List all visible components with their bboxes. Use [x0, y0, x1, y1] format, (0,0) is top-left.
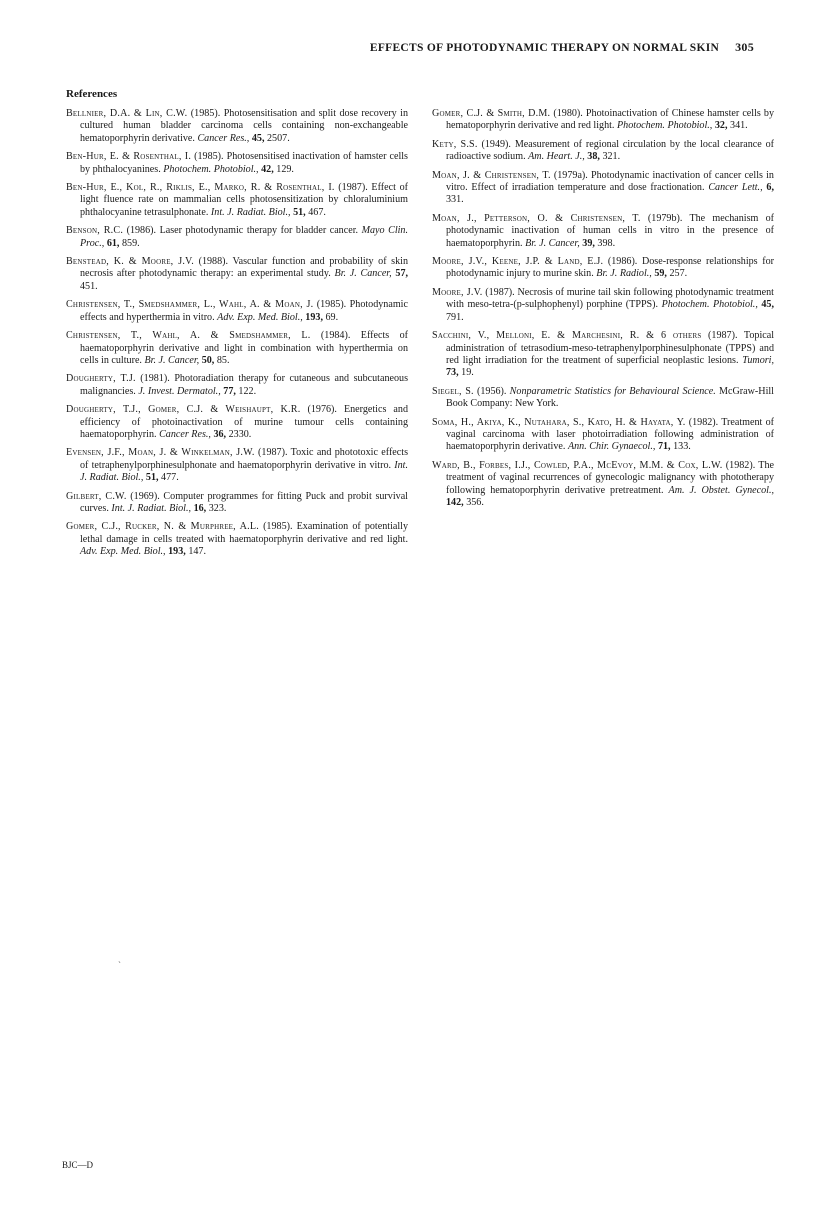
- reference-volume: 61,: [106, 237, 120, 249]
- reference-authors: Moore, J.V., Keene, J.P. & Land, E.J.: [432, 256, 604, 268]
- reference-authors: Gomer, C.J. & Smith, D.M.: [432, 108, 551, 119]
- reference-authors: Moan, J. & Christensen, T.: [432, 169, 551, 181]
- reference-authors: Bellnier, D.A. & Lin, C.W.: [66, 108, 188, 119]
- running-title: EFFECTS OF PHOTODYNAMIC THERAPY ON NORMAL SKIN: [369, 42, 720, 54]
- reference-volume: 42,: [261, 163, 274, 175]
- reference-journal: Am. Heart. J.,: [528, 151, 585, 163]
- reference-journal: Cancer Res.,: [159, 428, 211, 440]
- reference-journal: J. Invest. Dermatol.,: [138, 385, 221, 397]
- reference-pages: 147.: [188, 546, 206, 558]
- reference-pages: 398.: [597, 237, 616, 249]
- reference-journal: Photochem. Photobiol.,: [617, 120, 713, 132]
- reference-title: Effect of light fluence rate on mammalian cells photosensitization by chloraluminium phthalocyanine tetrasulphonate.: [80, 182, 408, 218]
- reference-volume: 45,: [251, 132, 265, 144]
- reference-authors: Dougherty, T.J., Gomer, C.J. & Weishaupt, K.R.: [66, 404, 301, 416]
- reference-year: (1949).: [481, 138, 511, 150]
- reference-authors: Gilbert, C.W.: [66, 490, 127, 502]
- reference-pages: 2330.: [228, 428, 252, 440]
- reference-volume: 36,: [213, 428, 227, 440]
- reference-authors: Ward, B., Forbes, I.J., Cowled, P.A., McEvoy, M.M. & Cox, L.W.: [432, 459, 723, 471]
- reference-year: (1985).: [194, 151, 224, 163]
- reference-journal: Adv. Exp. Med. Biol.,: [217, 311, 303, 323]
- stray-mark: `: [118, 960, 121, 970]
- reference-entry: [66, 373, 408, 398]
- reference-title: Photodynamic inactivation of cancer cells in vitro. Effect of irradiation temperature and dose fractionation.: [446, 169, 774, 194]
- reference-journal: Br. J. Cancer,: [334, 268, 392, 280]
- reference-authors: Ben-Hur, E. & Rosenthal, I.: [66, 151, 192, 163]
- reference-journal: Adv. Exp. Med. Biol.,: [80, 546, 166, 558]
- reference-journal: Br. J. Radiol.,: [596, 268, 652, 280]
- reference-year: (1979a).: [553, 169, 588, 181]
- reference-year: (1981).: [140, 373, 170, 385]
- reference-pages: 323.: [208, 502, 227, 514]
- reference-journal: Am. J. Obstet. Gynecol.,: [668, 484, 774, 496]
- reference-title: Photosensitisation and split dose recovery in cultured human bladder carcinoma cells containing non-exchangeable hematoporphyrin derivative.: [80, 108, 409, 144]
- reference-journal: Cancer Res.,: [197, 132, 250, 144]
- running-header: [370, 40, 754, 55]
- reference-authors: Christensen, T., Wahl, A. & Smedshammer, L.: [66, 330, 311, 342]
- reference-authors: Moan, J., Petterson, O. & Christensen, T.: [432, 212, 641, 224]
- reference-authors: Benson, R.C.: [66, 225, 124, 237]
- reference-entry: [66, 256, 408, 293]
- reference-entry: [432, 108, 774, 133]
- reference-volume: 50,: [201, 354, 215, 366]
- reference-pages: 321.: [602, 151, 621, 163]
- reference-journal: Mayo Clin. Proc.,: [80, 225, 409, 249]
- reference-title: Vascular function and probability of skin necrosis after photodynamic therapy: an experimental study.: [80, 256, 409, 280]
- reference-entry: [66, 151, 408, 176]
- reference-entry: [66, 521, 408, 558]
- reference-entry: [432, 139, 774, 164]
- reference-year: (1969).: [130, 490, 160, 502]
- reference-entry: [66, 330, 408, 367]
- reference-title: Treatment of vaginal carcinoma with laser photoirradiation following administration of haematoporphyrin derivative.: [446, 416, 774, 453]
- reference-year: (1982).: [688, 416, 719, 428]
- reference-authors: Soma, H., Akiya, K., Nutahara, S., Kato, H. & Hayata, Y.: [432, 416, 686, 428]
- reference-entry: [432, 213, 774, 250]
- reference-entry: [66, 491, 408, 516]
- reference-volume: 193,: [168, 546, 186, 558]
- reference-volume: 73,: [446, 367, 459, 379]
- reference-volume: 38,: [587, 151, 600, 163]
- reference-volume: 59,: [654, 268, 667, 280]
- reference-pages: 257.: [669, 268, 688, 280]
- reference-title: Energetics and efficiency of photoinactivation of murine tumour cells containing haematoporphyrin.: [80, 404, 408, 440]
- reference-pages: 791.: [446, 311, 464, 323]
- reference-authors: Kety, S.S.: [432, 138, 478, 150]
- reference-title: The mechanism of photodynamic inactivation of human cells in vitro in the presence of haematoporphyrin.: [446, 212, 775, 249]
- reference-pages: 2507.: [267, 132, 290, 144]
- reference-journal: Photochem. Photobiol.,: [163, 163, 259, 175]
- reference-entry: [432, 287, 774, 324]
- reference-title: Necrosis of murine tail skin following photodynamic treatment with meso-tetra-(p-sulphophenyl) porphine (TPPS).: [446, 286, 774, 311]
- reference-journal: Photochem. Photobiol.,: [661, 299, 758, 311]
- reference-volume: 39,: [582, 237, 595, 249]
- reference-year: (1985).: [316, 299, 347, 311]
- reference-year: (1976).: [307, 404, 337, 416]
- reference-year: (1980).: [553, 108, 583, 119]
- reference-year: (1987).: [258, 447, 288, 459]
- reference-entry: [432, 386, 774, 411]
- reference-title: Photoinactivation of Chinese hamster cells by hematoporphyrin derivative and red light.: [446, 108, 775, 132]
- reference-title: Photosensitised inactivation of hamster cells by phthalocyanines.: [80, 151, 408, 175]
- reference-authors: Siegel, S.: [432, 385, 474, 397]
- reference-title: The treatment of vaginal recurrences of gynecologic malignancy with phototherapy following hematoporphyrin derivative pretreatment.: [446, 459, 774, 496]
- reference-entry: [432, 256, 774, 281]
- reference-entry: [66, 182, 408, 219]
- reference-year: (1985).: [190, 108, 221, 119]
- reference-journal: Nonparametric Statistics for Behavioural Science.: [509, 385, 716, 397]
- reference-year: (1956).: [476, 385, 507, 397]
- reference-journal: Cancer Lett.,: [708, 182, 763, 194]
- reference-entry: [66, 404, 408, 441]
- reference-pages: 341.: [730, 120, 748, 132]
- reference-year: (1984).: [320, 330, 351, 342]
- references-left-column: [66, 108, 408, 565]
- reference-authors: Dougherty, T.J.: [66, 373, 136, 385]
- reference-journal: Ann. Chir. Gynaecol.,: [567, 441, 656, 453]
- reference-pages: 122.: [238, 385, 257, 397]
- reference-authors: Moore, J.V.: [432, 286, 483, 298]
- reference-entry: [66, 225, 408, 250]
- reference-pages: 451.: [80, 280, 98, 292]
- reference-volume: 71,: [657, 441, 671, 453]
- reference-pages: 331.: [446, 194, 464, 206]
- reference-volume: 142,: [446, 496, 464, 508]
- reference-volume: 77,: [223, 385, 236, 397]
- references-right-column: [432, 108, 774, 515]
- reference-year: (1979b).: [647, 212, 683, 224]
- reference-title: Toxic and phototoxic effects of tetraphenylporphinesulphonate and haematoporphyrin derivative in vitro.: [80, 447, 408, 471]
- reference-authors: Gomer, C.J., Rucker, N. & Murphree, A.L.: [66, 521, 259, 533]
- reference-year: (1987).: [485, 286, 515, 298]
- reference-journal: Int. J. Radiat. Biol.,: [111, 502, 192, 514]
- reference-title: Effects of haematoporphyrin derivative and light in combination with hyperthermia on cells in culture.: [80, 330, 408, 366]
- reference-volume: 57,: [395, 268, 409, 280]
- reference-volume: 45,: [761, 299, 774, 311]
- reference-pages: 467.: [308, 206, 326, 218]
- reference-authors: Evensen, J.F., Moan, J. & Winkelman, J.W.: [66, 447, 255, 459]
- reference-pages: 356.: [466, 496, 484, 508]
- reference-pages: 477.: [161, 472, 179, 484]
- reference-title: Topical administration of tetrasodium-meso-tetraphenylporphinesulphonate (TPPS) and red light irradiation for the treatment of superficial neoplastic lesions.: [446, 330, 775, 366]
- reference-authors: Ben-Hur, E., Kol, R., Riklis, E., Marko, R. & Rosenthal, I.: [66, 182, 335, 194]
- reference-title: Laser photodynamic therapy for bladder cancer.: [159, 225, 359, 237]
- reference-title: Photoradiation therapy for cutaneous and subcutaneous malignancies.: [80, 373, 409, 397]
- reference-volume: 51,: [145, 472, 159, 484]
- reference-volume: 32,: [714, 120, 728, 132]
- reference-entry: [432, 170, 774, 207]
- reference-title: Dose-response relationships for photodynamic injury to murine skin.: [446, 256, 775, 280]
- reference-journal: Int. J. Radiat. Biol.,: [210, 206, 291, 218]
- reference-entry: [66, 108, 408, 145]
- reference-entry: [432, 417, 774, 454]
- reference-journal: Tumori,: [742, 354, 774, 366]
- reference-volume: 51,: [293, 206, 306, 218]
- reference-journal: Br. J. Cancer,: [525, 237, 580, 249]
- reference-year: (1988).: [198, 256, 229, 268]
- reference-title: Measurement of regional circulation by the local clearance of radioactive sodium.: [446, 138, 775, 163]
- reference-year: (1982).: [725, 459, 756, 471]
- reference-entry: [66, 447, 408, 484]
- footer-code: BJC—D: [62, 1160, 94, 1170]
- references-heading: References: [66, 88, 118, 100]
- reference-entry: [432, 460, 774, 510]
- page-number: 305: [735, 40, 754, 54]
- reference-pages: 19.: [461, 367, 474, 379]
- reference-year: (1986).: [126, 225, 157, 237]
- reference-pages: 133.: [673, 441, 691, 453]
- reference-entry: [432, 330, 774, 380]
- reference-pages: 859.: [121, 237, 140, 249]
- reference-year: (1987).: [338, 182, 368, 194]
- reference-volume: 16,: [193, 502, 207, 514]
- reference-authors: Benstead, K. & Moore, J.V.: [66, 256, 194, 268]
- reference-journal: Int. J. Radiat. Biol.,: [80, 459, 408, 484]
- reference-title: Computer programmes for fitting Puck and probit survival curves.: [80, 490, 408, 514]
- reference-title: Photodynamic effects and hyperthermia in vitro.: [80, 299, 408, 323]
- reference-pages: 69.: [325, 311, 339, 323]
- reference-authors: Christensen, T., Smedshammer, L., Wahl, A. & Moan, J.: [66, 299, 314, 311]
- reference-authors: Sacchini, V., Melloni, E. & Marchesini, R. & 6 others: [432, 330, 702, 342]
- reference-entry: [66, 299, 408, 324]
- reference-volume: 193,: [305, 311, 323, 323]
- reference-pages: McGraw-Hill Book Company: New York.: [446, 385, 774, 410]
- reference-pages: 129.: [276, 163, 294, 175]
- reference-title: Examination of potentially lethal damage in cells treated with haematoporphyrin derivative and red light.: [80, 521, 409, 545]
- reference-pages: 85.: [216, 354, 230, 366]
- reference-journal: Br. J. Cancer,: [144, 354, 200, 366]
- reference-volume: 6,: [766, 182, 774, 194]
- reference-year: (1987).: [708, 330, 738, 342]
- reference-year: (1986).: [607, 256, 638, 268]
- reference-year: (1985).: [263, 521, 293, 533]
